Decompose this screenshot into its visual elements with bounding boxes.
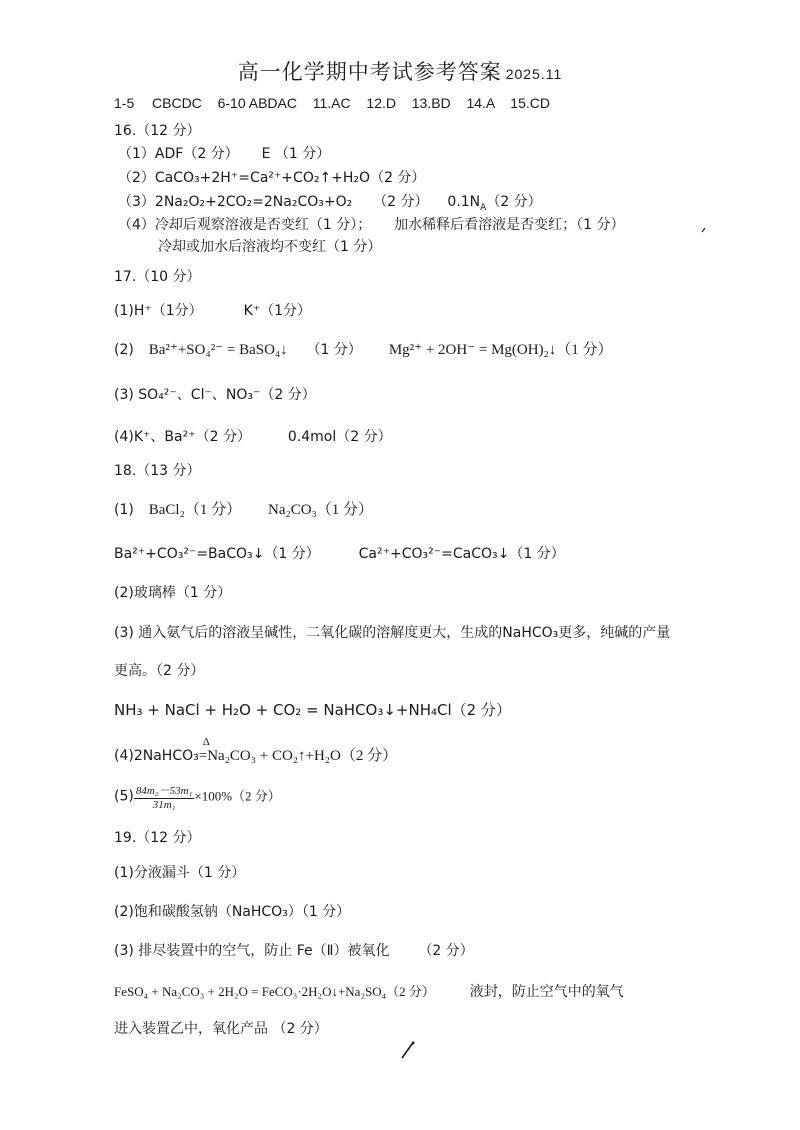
q16-part3-score: （2 分） — [373, 194, 429, 210]
q16-part4-a: （4）冷却后观察溶液是否变红（1 分）； — [118, 217, 372, 233]
q17-part4 — [114, 426, 392, 446]
q16-part1-b: E （1 分） — [261, 146, 331, 162]
q17-part4-a: (4)K⁺、Ba²⁺（2 分） — [114, 429, 251, 445]
title-text: 高一化学期中考试参考答案 — [237, 60, 502, 84]
q19-part3-cont: 进入装置乙中，氧化产品 （2 分） — [114, 1021, 328, 1037]
pen-mark — [400, 1040, 416, 1060]
mc-range-1: 1-5 — [114, 95, 135, 111]
q16-part1-a: （1）ADF（2 分） — [118, 146, 239, 162]
q19-part1: (1)分液漏斗（1 分） — [114, 865, 246, 881]
q16-header: 16.（12 分） — [114, 123, 201, 139]
q18-part4-label: (4)2NaHCO₃ — [114, 748, 199, 764]
q18-header: 18.（13 分） — [114, 463, 201, 479]
q17-part2-eq2: Mg²⁺ + 2OH⁻ = Mg(OH)₂↓（1 分） — [388, 342, 613, 358]
q18-part3: (3) 通入氨气后的溶液呈碱性，二氧化碳的溶解度更大，生成的NaHCO₃更多，纯碱的产量 — [114, 625, 671, 641]
q17-header: 17.（10 分） — [114, 269, 201, 285]
q18-part1-eqs — [114, 543, 565, 563]
q19-part3-eq: FeSO₄ + Na₂CO₃ + 2H₂O = FeCO₃·2H₂O↓+Na₂SO₄（2 分） — [114, 984, 435, 999]
q18-part1-eq2: Ca²⁺+CO₃²⁻=CaCO₃↓（1 分） — [358, 546, 565, 562]
mc-answer-14: 14.A — [466, 95, 495, 111]
q16-part3-amount: 0.1N — [447, 194, 481, 210]
q16-part3-eq: （3）2Na₂O₂+2CO₂=2Na₂CO₃+O₂ — [118, 194, 353, 210]
q16-part4-cont: 冷却或加水后溶液均不变红（1 分） — [158, 239, 382, 255]
mc-range-2: 6-10 — [217, 95, 246, 111]
q19-part3-c: 液封，防止空气中的氧气 — [469, 984, 624, 1000]
q18-part4 — [114, 736, 398, 765]
q17-part1 — [114, 300, 311, 320]
q18-part1-a: BaCl₂（1 分） — [148, 502, 242, 518]
mc-answer-12: 12.D — [366, 95, 396, 111]
q17-part2-score1: （1 分） — [306, 342, 362, 358]
q18-part1-b: Na₂CO₃（1 分） — [267, 502, 374, 518]
q18-part5 — [114, 782, 281, 811]
page-title — [0, 56, 800, 86]
q16-part2: （2）CaCO₃+2H⁺=Ca²⁺+CO₂↑+H₂O（2 分） — [118, 170, 426, 186]
q16-part4 — [118, 214, 625, 234]
q18-part5-label: (5) — [114, 788, 134, 805]
q18-part1 — [114, 498, 373, 519]
mc-answer-11: 11.AC — [312, 95, 351, 111]
fraction-numerator: 84m₂－53m₁ — [134, 782, 195, 799]
mc-answer-13: 13.BD — [411, 95, 451, 111]
q19-part3-eq-line — [114, 981, 624, 1001]
q17-part1-b: K⁺（1分） — [243, 303, 312, 319]
mc-answer-15: 15.CD — [510, 95, 550, 111]
mc-answers — [114, 95, 550, 111]
q17-part2 — [114, 338, 613, 359]
pen-dot — [700, 226, 708, 234]
q18-part1-eq1: Ba²⁺+CO₃²⁻=BaCO₃↓（1 分） — [114, 546, 320, 562]
heat-condition: Δ = — [198, 736, 210, 764]
delta-symbol: Δ — [202, 736, 210, 748]
q17-part2-label: (2) — [114, 342, 134, 358]
q19-part3 — [114, 940, 474, 960]
q16-part3-amount-sub: A — [480, 202, 487, 213]
q17-part3: (3) SO₄²⁻、Cl⁻、NO₃⁻（2 分） — [114, 387, 316, 403]
q16-part3-score2: （2 分） — [486, 194, 542, 210]
mc-answers-1: CBCDC — [152, 95, 202, 111]
q16-part3 — [118, 191, 542, 213]
exam-date: 2025.11 — [505, 66, 563, 82]
q16-part1 — [118, 143, 330, 163]
q18-part1-label: (1) — [114, 502, 134, 518]
q16-part4-b: 加水稀释后看溶液是否变红；（1 分） — [394, 217, 625, 233]
q17-part1-a: (1)H⁺（1分） — [114, 303, 203, 319]
q18-part4-eq: Na₂CO₃ + CO₂↑+H₂O（2 分） — [207, 748, 398, 764]
q17-part4-b: 0.4mol（2 分） — [287, 429, 392, 445]
q19-part3-a: (3) 排尽装置中的空气，防止 Fe（Ⅱ）被氧化 — [114, 943, 390, 959]
q17-part2-eq1: Ba²⁺+SO₄²⁻ = BaSO₄↓ — [148, 342, 288, 358]
q19-part3-b: （2 分） — [418, 943, 474, 959]
q18-part2: (2)玻璃棒（1 分） — [114, 585, 232, 601]
q19-header: 19.（12 分） — [114, 830, 201, 846]
fraction-denominator: 31m₁ — [152, 799, 176, 811]
q18-part5-tail: ×100%（2 分） — [194, 788, 281, 804]
mc-answers-2: ABDAC — [248, 95, 297, 111]
q18-part3-eq: NH₃ + NaCl + H₂O + CO₂ = NaHCO₃↓+NH₄Cl（2 分） — [114, 701, 511, 719]
q18-part3-cont: 更高。（2 分） — [114, 663, 205, 679]
q19-part2: (2)饱和碳酸氢钠（NaHCO₃）（1 分） — [114, 904, 351, 920]
q18-part5-fraction — [134, 782, 195, 811]
